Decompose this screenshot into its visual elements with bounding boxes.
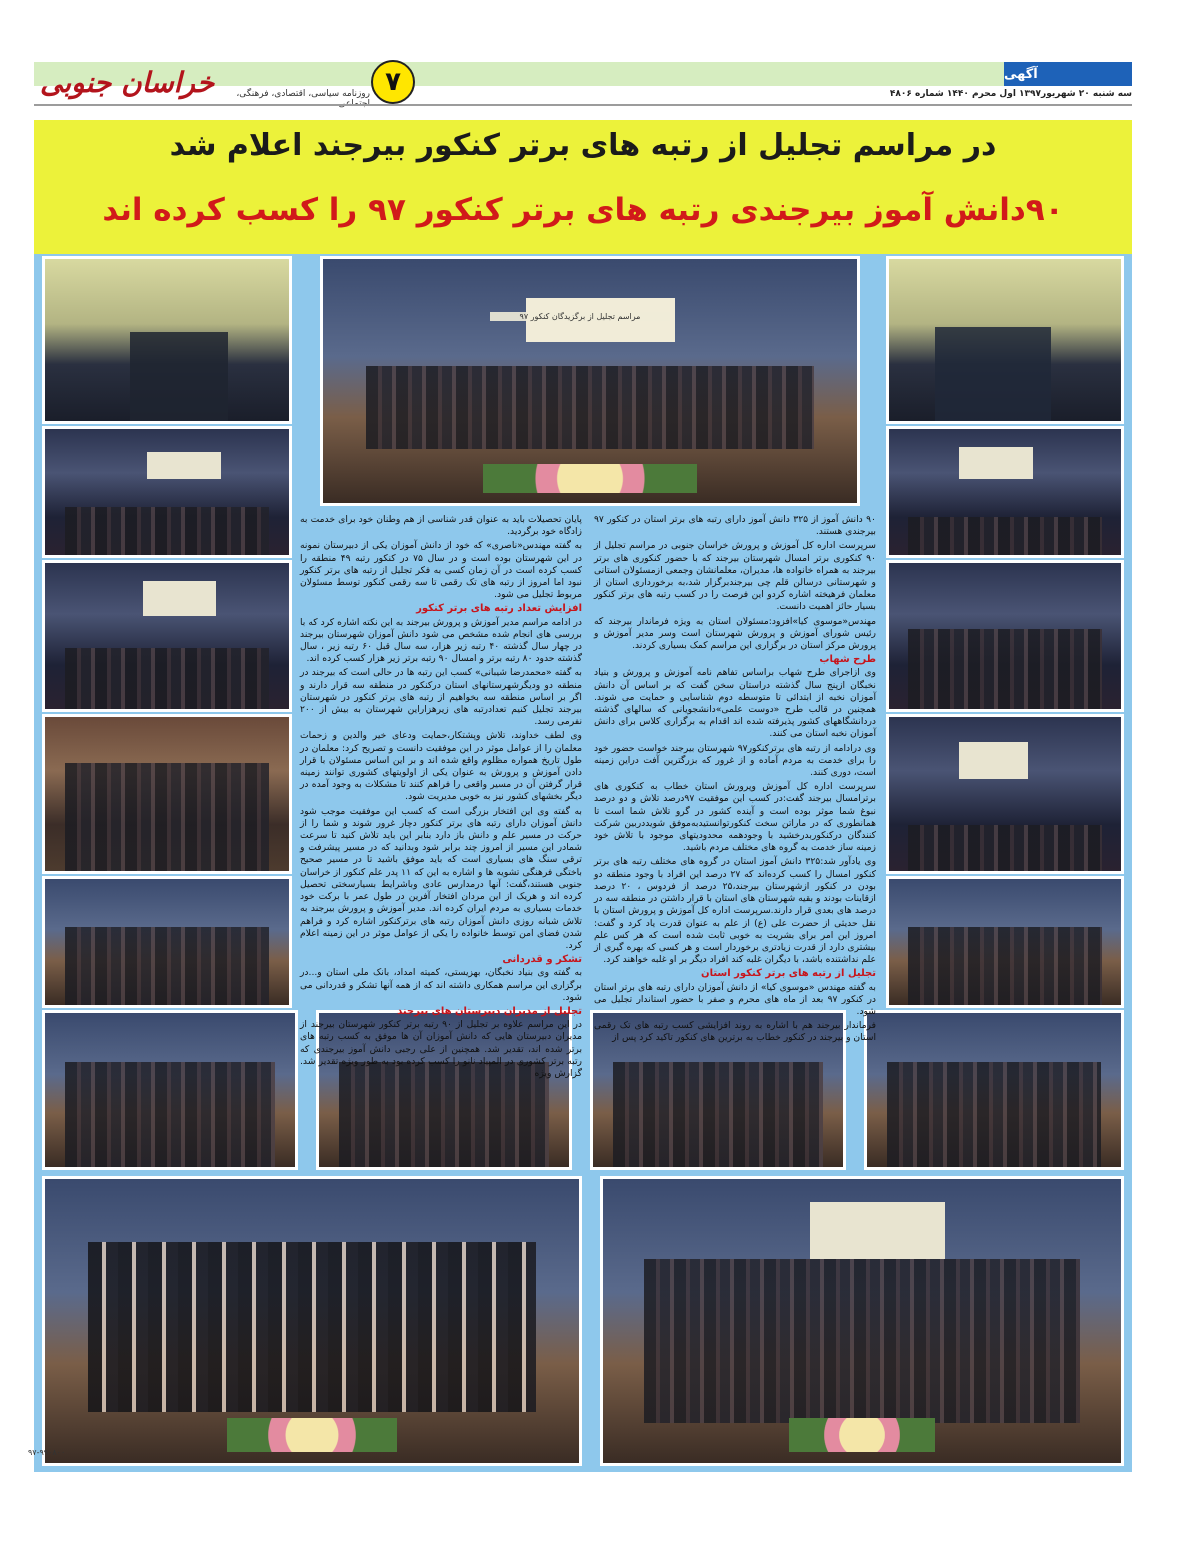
subheading: تجلیل از مدیران دبیرستان های بیرجند [397,1005,582,1017]
paragraph: مهندس«موسوی کیا»افزود:مسئولان استان به ویژه فرماندار بیرجند که رئیس شورای آموزش و پرورش شهرستان است وسر مدیر آموزش و پرورش مرکز استان در برگزاری این مراسم کمک بسیاری کردند. [594,615,876,652]
subheading: افزایش تعداد رتبه های برتر کنکور [416,603,582,615]
paragraph: وی لطف خداوند، تلاش وپشتکار،حمایت ودعای خیر والدین و زحمات معلمان را از عوامل موثر در این موفقیت دانست و تصریح کرد: معلمان در طول تاریخ همواره مظلوم واقع شده اند و بر این اساس مسئولان با قرار دادن آموزش و پرورش به عنوان یکی از اولویتهای کشوری توانند زمینه قرار گرفتن آن در مسیر واقعی را فراهم کنند تا مشکلات به وجود آمده در دیگر بخشهای کشور نیز به خوبی مدیریت شود. [300,730,582,803]
photo-front-row-audience [886,560,1124,712]
paragraph: به گفته وی بنیاد نخبگان، بهزیستی، کمیته امداد، بانک ملی استان و...در برگزاری این مراسم همکاری داشته اند که از همه آنها تشکر و قدردانی می شود. [300,967,582,1003]
photo-hall-audience-1 [42,426,292,558]
paragraph: در این مراسم علاوه بر تجلیل از ۹۰ رتبه برتر کنکور شهرستان بیرجند از مدیران دبیرستان هایی که دانش آموزان آن ها موفق به کسب رتبه های برتر شده اند، تقدیر شد. همچنین از علی رجبی دانش آموز بیرجندی که رتبه برتر کشوری در المپیاد نانو را کسب کرده بود به طور ویژه تقدیر شد. گزارش ویژه [300,1019,582,1079]
article-column-right [594,514,876,1047]
paragraph: فرماندار بیرجند هم با اشاره به روند افزایشی کسب رتبه های تک رقمی استان و بیرجند در کنکور خطاب به برترین های کنکور تاکید کرد پس از [594,1020,876,1044]
paragraph: سرپرست اداره کل آموزش و پرورش خراسان جنوبی در مراسم تجلیل از ۹۰ کنکوری برتر امسال شهرستان بیرجند که با حضور کنکوری های برتر بیرجند به همراه خانواده ها، مدیران، معلمانشان وجمعی ازمسئولان استانی و شهرستانی درسالن قلم چی بیرجندبرگزار شد،به برخورداری استان از معلمان فرهیخته اشاره کردو این فرصت را در کسب رتبه های برتر کنکور بسیار حائز اهمیت دانست. [594,540,876,613]
photo-row-award-4 [864,1010,1124,1170]
subheading: طرح شهاب [819,654,876,666]
photo-hall-stage-right-1 [886,426,1124,558]
photo-official-speaking [886,256,1124,424]
section-tag: آگهی [1004,62,1132,86]
photo-honorees-line-right [886,876,1124,1008]
photo-hall-audience-2 [42,560,292,712]
headline-title: ۹۰دانش آموز بیرجندی رتبه های برتر کنکور ۹۷ را کسب کرده اند [102,192,1064,228]
page-number-badge: ۷ [371,60,415,104]
paragraph: وی یادآور شد:۳۲۵ دانش آموز استان در گروه های مختلف رتبه های برتر کنکور امسال را کسب کرده‌اند که ۲۷ درصد این افراد با وجود منطقه دو بودن در کنکور ازشهرستان بیرجند،۲۵ درصد از فردوس ، ۲۰ درصد ازقاینات بودند و بقیه شهرستان های استان با قرار داشتن در منطقه سه در درصد های بعدی قرار دارند.سرپرست اداره کل آموزش و پرورش استان با نقل حدیثی از حضرت علی (ع) از علم به عنوان قدرت یاد کرد و گفت: امروز این امر برای بشریت به خوبی ثابت شده است که هر کس علم بیشتری دارد از قدرت زیادتری برخوردار است و هر کسی که بهره گیری از علم نداشتنده باشد، با دیگران غلبه کند افراد دیگر بر او غلبه خواهند کرد. [594,856,877,966]
paragraph: به گفته وی این افتخار بزرگی است که کسب این موفقیت موجب شود دانش آموزان دارای رتبه های برتر کنکور دچار غرور شوند و شما را از حرکت در مسیر علم و دانش باز دارد بنابر این باید تلاش کنید تا سرعت شمادر این مسیر از امروز چند برابر شود وبدانید که در مسیر پیشرفت و ترقی سنگ های بسیاری است که باید موفق باشید تا در مسیر صحیح باختگی فرهنگی تشویه ها و اشاره به این که ۱۱ پدر علم کنکور از خراسان جنوبی هستند،گفت: آنها درمدارس عادی وباشرایط بسیارسختی تحصیل کرده اند و هریک از این مردان افتخار آفرین در طول عمر با برکت خود خدمات بسیاری به مردم ایران کرده اند. مدیر آموزش و پرورش بیرجند به تلاش شبانه روزی دانش آموزان رتبه های برترکنکور اشاره کرد و فراهم شدن فضای امن توسط خانواده را یکی از عوامل موثر در این زمینه اعلام کرد. [300,805,582,951]
paragraph: به گفته «محمدرضا شیبانی» کسب این رتبه ها در حالی است که بیرجند در منطقه دو ودیگرشهرستانهای استان درکنکور در منطقه سه قرار دارند و اگر بر اساس منطقه سه بخواهیم از رتبه های برتر کنکور در شهرستان بیرجند تجلیل کنیم تعدادرتبه های زیرهزاراین شهرستان به بیش از ۲۰۰ نفرمی رسد. [300,667,582,728]
photo-male-honorees-group [600,1176,1124,1466]
headline-kicker: در مراسم تجلیل از رتبه های برتر کنکور بیرجند اعلام شد [169,128,997,163]
photo-award-handover-1 [42,714,292,874]
photo-female-honorees-group [42,1176,582,1466]
paragraph: پایان تحصیلات باید به عنوان قدر شناسی از هم وطنان خود برای خدمت به زادگاه خود برگردید. [300,514,582,538]
photo-speaker-microphone [42,256,292,424]
ad-code: ۹۷-۹۹۰۸۰۰ [28,1448,66,1457]
photo-row-award-1 [42,1010,298,1170]
paragraph: به گفته مهندس«ناصری» که خود از دانش آموزان یکی از دبیرستان نمونه در این شهرستان بوده است و در سال ۷۵ در کنکور رتبه ۴۹ منطقه را کسب کرده است در آن زمان کسی به فکر تجلیل از رتبه های برتر کنکور نبود اما امروز از رتبه های تک رقمی تا سه رقمی کنکور توسط مسئولان مربوط تجلیل می شود. [300,540,582,601]
subheading: تشکر و قدردانی [502,954,582,966]
paragraph: سرپرست اداره کل آموزش وپرورش استان خطاب به کنکوری های برترامسال بیرجند گفت:در کسب این موفقیت ۹۷درصد تلاش و دو درصد نبوغ شما موثر بوده است و آینده کشور در گرو تلاش شما است تا همانطوری که در ماراتن سخت کنکورتوانستیدبه‌موفق شویددربین شرکت کنندگان درکنکوربدرخشید با وجودهمه محدودیتهای موجود با تلاش خود زمینه ساز خدمت به گروه های مختلف مردم باشید. [594,781,876,854]
paragraph: وی درادامه از رتبه های برترکنکور۹۷ شهرستان بیرجند خواست حضور خود را برای خدمت به مردم آماده و از غرور که بزرگترین آفت دراین زمینه است، دوری کنند. [594,742,876,779]
paragraph: در ادامه مراسم مدیر آموزش و پرورش بیرجند به این نکته اشاره کرد که با بررسی های انجام شده مشخص می شود دانش آموزان شهرستان بیرجند در چهار سال گذشته ۴۰ رتبه زیر هزار، سه سال قبل ۶۰ رتبه زیر ، سال گذشته حدود ۸۰ رتبه برتر و امسال ۹۰ رتبه برتر زیر هزار کسب کرده اند. [300,616,582,665]
newspaper-subtitle: روزنامه سیاسی، اقتصادی، فرهنگی، [236,89,370,99]
stage-banner-text: مراسم تجلیل از برگزیدگان کنکور ۹۷ [490,312,670,321]
photo-hall-stage-right-2 [886,714,1124,874]
paragraph: وی ازاجرای طرح شهاب براساس تفاهم نامه آموزش و پرورش و بنیاد نخبگان ازپنج سال گذشته دراستان سخن گفت که بر اساس آن دانش آموزان نخبه از ابتدائی تا متوسطه دوم شناسایی و حمایت می شوند. همچنین در قالب طرح «دوست علمی»دانشجویانی که سالهای گذشته دردانشگاههای کشور پذیرفته شده اند اقدام به برگزاری کلاس برای دانش آموزان نخبه استان می کنند. [594,667,876,740]
newspaper-logo: خراسان جنوبی [40,66,215,99]
header-divider [34,104,1132,106]
subheading: تجلیل از رتبه های برتر کنکور استان [701,968,876,980]
issue-date: سه شنبه ۲۰ شهریور۱۳۹۷ اول محرم ۱۴۴۰ شماره ۴۸۰۶ [889,89,1132,99]
photo-award-handover-2 [42,876,292,1008]
article-column-left [300,514,582,1082]
paragraph: ۹۰ دانش آموز از ۳۲۵ دانش آموز دارای رتبه های برتر استان در کنکور ۹۷ بیرجندی هستند. [594,514,876,538]
photo-group-on-stage [320,256,860,506]
paragraph: به گفته مهندس «موسوی کیا» از دانش آموزان دارای رتبه های برتر استان در کنکور ۹۷ بعد از ماه های محرم و صفر با حضور استاندار تجلیل می شود. [594,981,876,1017]
